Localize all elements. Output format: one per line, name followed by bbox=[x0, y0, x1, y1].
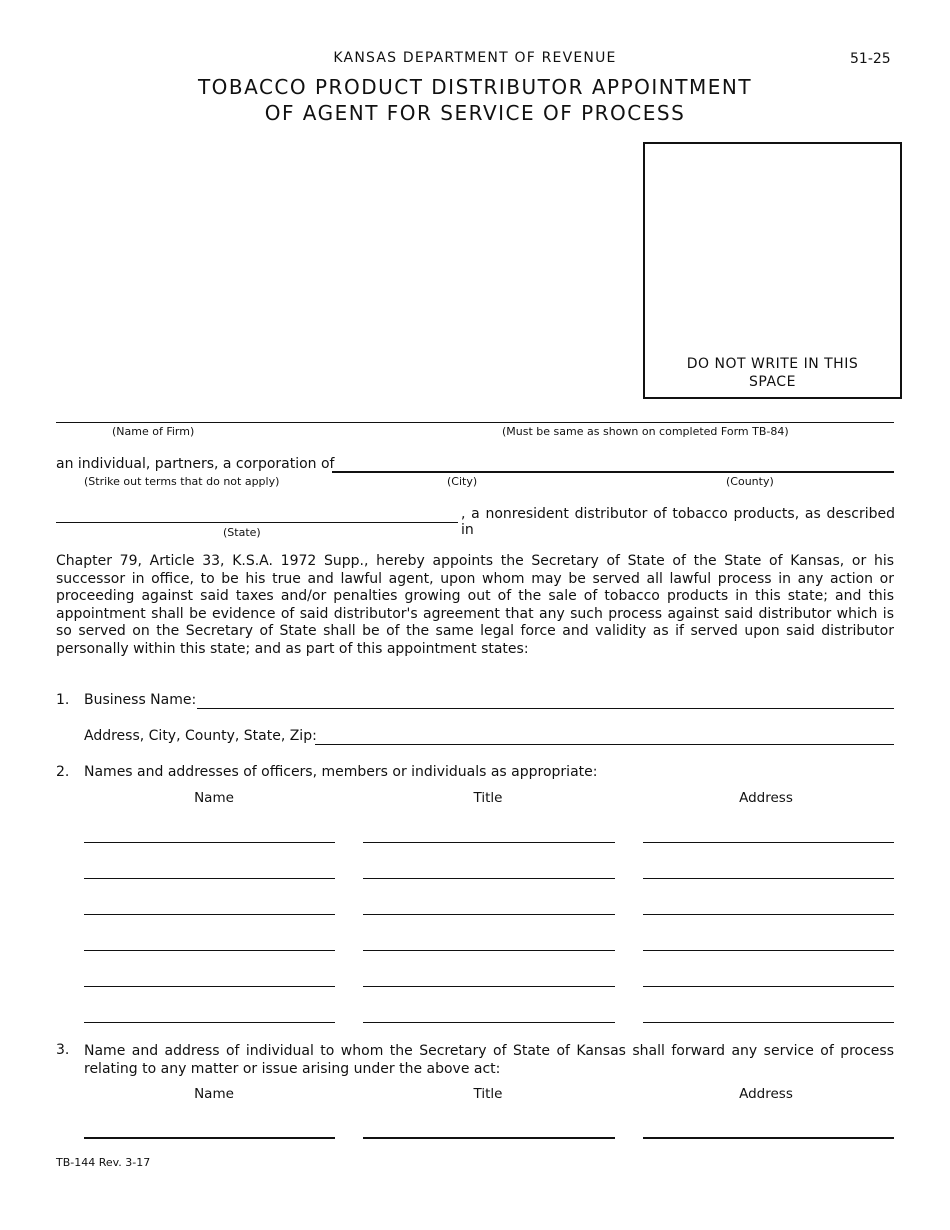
entity-type-text: an individual, partners, a corporation of bbox=[56, 456, 335, 472]
business-name-label: Business Name: bbox=[84, 692, 197, 708]
forwardee-title-field[interactable] bbox=[363, 1137, 615, 1139]
item3-col-address: Address bbox=[739, 1086, 793, 1102]
officer-name-field[interactable] bbox=[84, 842, 335, 843]
office-use-box bbox=[643, 142, 902, 399]
address-label: Address, City, County, State, Zip: bbox=[84, 728, 317, 744]
item1-number: 1. bbox=[56, 692, 70, 708]
state-field[interactable] bbox=[56, 522, 458, 523]
item2-col-name: Name bbox=[194, 790, 234, 806]
item2-col-address: Address bbox=[739, 790, 793, 806]
officer-name-field[interactable] bbox=[84, 1022, 335, 1023]
officer-title-field[interactable] bbox=[363, 950, 615, 951]
state-caption: (State) bbox=[223, 526, 261, 539]
firm-note-caption: (Must be same as shown on completed Form TB-84) bbox=[502, 425, 789, 438]
officer-title-field[interactable] bbox=[363, 1022, 615, 1023]
item3-col-title: Title bbox=[473, 1086, 503, 1102]
officer-name-field[interactable] bbox=[84, 878, 335, 879]
county-caption: (County) bbox=[726, 475, 774, 488]
business-name-field[interactable] bbox=[197, 708, 894, 709]
firm-name-field[interactable] bbox=[56, 422, 894, 423]
officer-address-field[interactable] bbox=[643, 878, 894, 879]
officer-title-field[interactable] bbox=[363, 842, 615, 843]
address-field[interactable] bbox=[315, 744, 894, 745]
city-caption: (City) bbox=[447, 475, 478, 488]
officer-title-field[interactable] bbox=[363, 878, 615, 879]
officer-address-field[interactable] bbox=[643, 914, 894, 915]
officer-address-field[interactable] bbox=[643, 986, 894, 987]
item3-number: 3. bbox=[56, 1042, 70, 1058]
department-name: KANSAS DEPARTMENT OF REVENUE bbox=[333, 50, 617, 66]
officer-address-field[interactable] bbox=[643, 950, 894, 951]
officer-title-field[interactable] bbox=[363, 914, 615, 915]
office-use-label-line2: SPACE bbox=[749, 374, 796, 390]
nonresident-text: , a nonresident distributor of tobacco products, as described in bbox=[461, 506, 895, 538]
office-use-label bbox=[645, 355, 900, 391]
form-title-line2: OF AGENT FOR SERVICE OF PROCESS bbox=[264, 101, 686, 125]
item2-number: 2. bbox=[56, 764, 70, 780]
officer-name-field[interactable] bbox=[84, 950, 335, 951]
item3-col-name: Name bbox=[194, 1086, 234, 1102]
form-revision: TB-144 Rev. 3-17 bbox=[56, 1156, 151, 1169]
forwardee-address-field[interactable] bbox=[643, 1137, 894, 1139]
firm-name-caption: (Name of Firm) bbox=[112, 425, 195, 438]
officer-title-field[interactable] bbox=[363, 986, 615, 987]
form-code: 51-25 bbox=[850, 51, 891, 67]
office-use-label-line1: DO NOT WRITE IN THIS bbox=[686, 356, 859, 372]
appointment-paragraph: Chapter 79, Article 33, K.S.A. 1972 Supp., hereby appoints the Secretary of State of the State of Kansas, or his successor in office, to be his true and lawful agent, upon whom may be served all lawful process in any action or proceeding against said taxes and/or penalties growing out of the sale of tobacco products in this state; and this appointment shall be evidence of said distributor's agreement that any such process against said distributor which is so served on the Secretary of State shall be of the same legal force and validity as if served upon said distributor personally within this state; and as part of this appointment states: bbox=[56, 553, 894, 657]
item2-text: Names and addresses of officers, members or individuals as appropriate: bbox=[84, 764, 598, 780]
item3-text: Name and address of individual to whom the Secretary of State of Kansas shall forward any service of process relating to any matter or issue arising under the above act: bbox=[84, 1043, 894, 1077]
officer-name-field[interactable] bbox=[84, 986, 335, 987]
form-title-line1: TOBACCO PRODUCT DISTRIBUTOR APPOINTMENT bbox=[197, 75, 753, 99]
strike-out-caption: (Strike out terms that do not apply) bbox=[84, 475, 280, 488]
officer-address-field[interactable] bbox=[643, 1022, 894, 1023]
forwardee-name-field[interactable] bbox=[84, 1137, 335, 1139]
officer-address-field[interactable] bbox=[643, 842, 894, 843]
officer-name-field[interactable] bbox=[84, 914, 335, 915]
item2-col-title: Title bbox=[473, 790, 503, 806]
city-county-field[interactable] bbox=[332, 471, 894, 473]
